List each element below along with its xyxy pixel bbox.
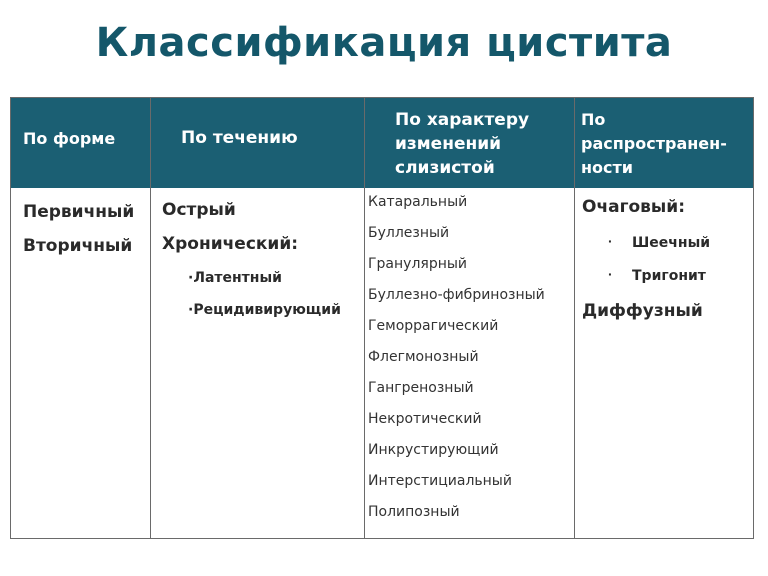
header-form: По форме [23, 129, 116, 148]
header-mucosa [395, 108, 529, 180]
spread-diffuse: Диффузный [582, 301, 703, 321]
course-chronic: Хронический: [162, 234, 299, 254]
mucosa-item: Геморрагический [368, 318, 499, 334]
mucosa-item: Катаральный [368, 194, 468, 210]
header-course: По течению [181, 128, 298, 148]
bullet-icon: · [608, 233, 613, 249]
header-mucosa-line-3: слизистой [395, 158, 495, 178]
mucosa-item: Буллезно-фибринозный [368, 287, 545, 303]
mucosa-item: Инкрустирующий [368, 442, 499, 458]
bullet-icon: · [608, 266, 613, 282]
form-item-secondary: Вторичный [23, 236, 133, 256]
mucosa-item: Флегмонозный [368, 349, 479, 365]
header-spread-line-2: распространен- [581, 134, 727, 153]
column-divider [574, 98, 575, 538]
mucosa-item: Гранулярный [368, 256, 468, 272]
mucosa-item: Буллезный [368, 225, 450, 241]
header-mucosa-line-1: По характеру [395, 110, 530, 130]
mucosa-item: Интерстициальный [368, 473, 512, 489]
spread-focal: Очаговый: [582, 197, 685, 217]
classification-table [10, 97, 754, 539]
course-sub-latent: ·Латентный [188, 270, 282, 286]
table-header [11, 98, 753, 188]
header-spread [581, 108, 727, 180]
course-sub-recurrent: ·Рецидивирующий [188, 302, 341, 318]
mucosa-item: Полипозный [368, 504, 460, 520]
spread-sub-cervical: Шеечный [632, 235, 711, 251]
header-spread-line-3: ности [581, 158, 634, 177]
column-divider [364, 98, 365, 538]
course-acute: Острый [162, 200, 236, 220]
column-divider [150, 98, 151, 538]
header-spread-line-1: По [581, 110, 606, 129]
spread-sub-trigonitis: Тригонит [632, 268, 706, 284]
slide-title: Классификация цистита [95, 20, 673, 66]
form-item-primary: Первичный [23, 202, 135, 222]
header-mucosa-line-2: изменений [395, 134, 502, 154]
mucosa-item: Некротический [368, 411, 482, 427]
mucosa-item: Гангренозный [368, 380, 474, 396]
